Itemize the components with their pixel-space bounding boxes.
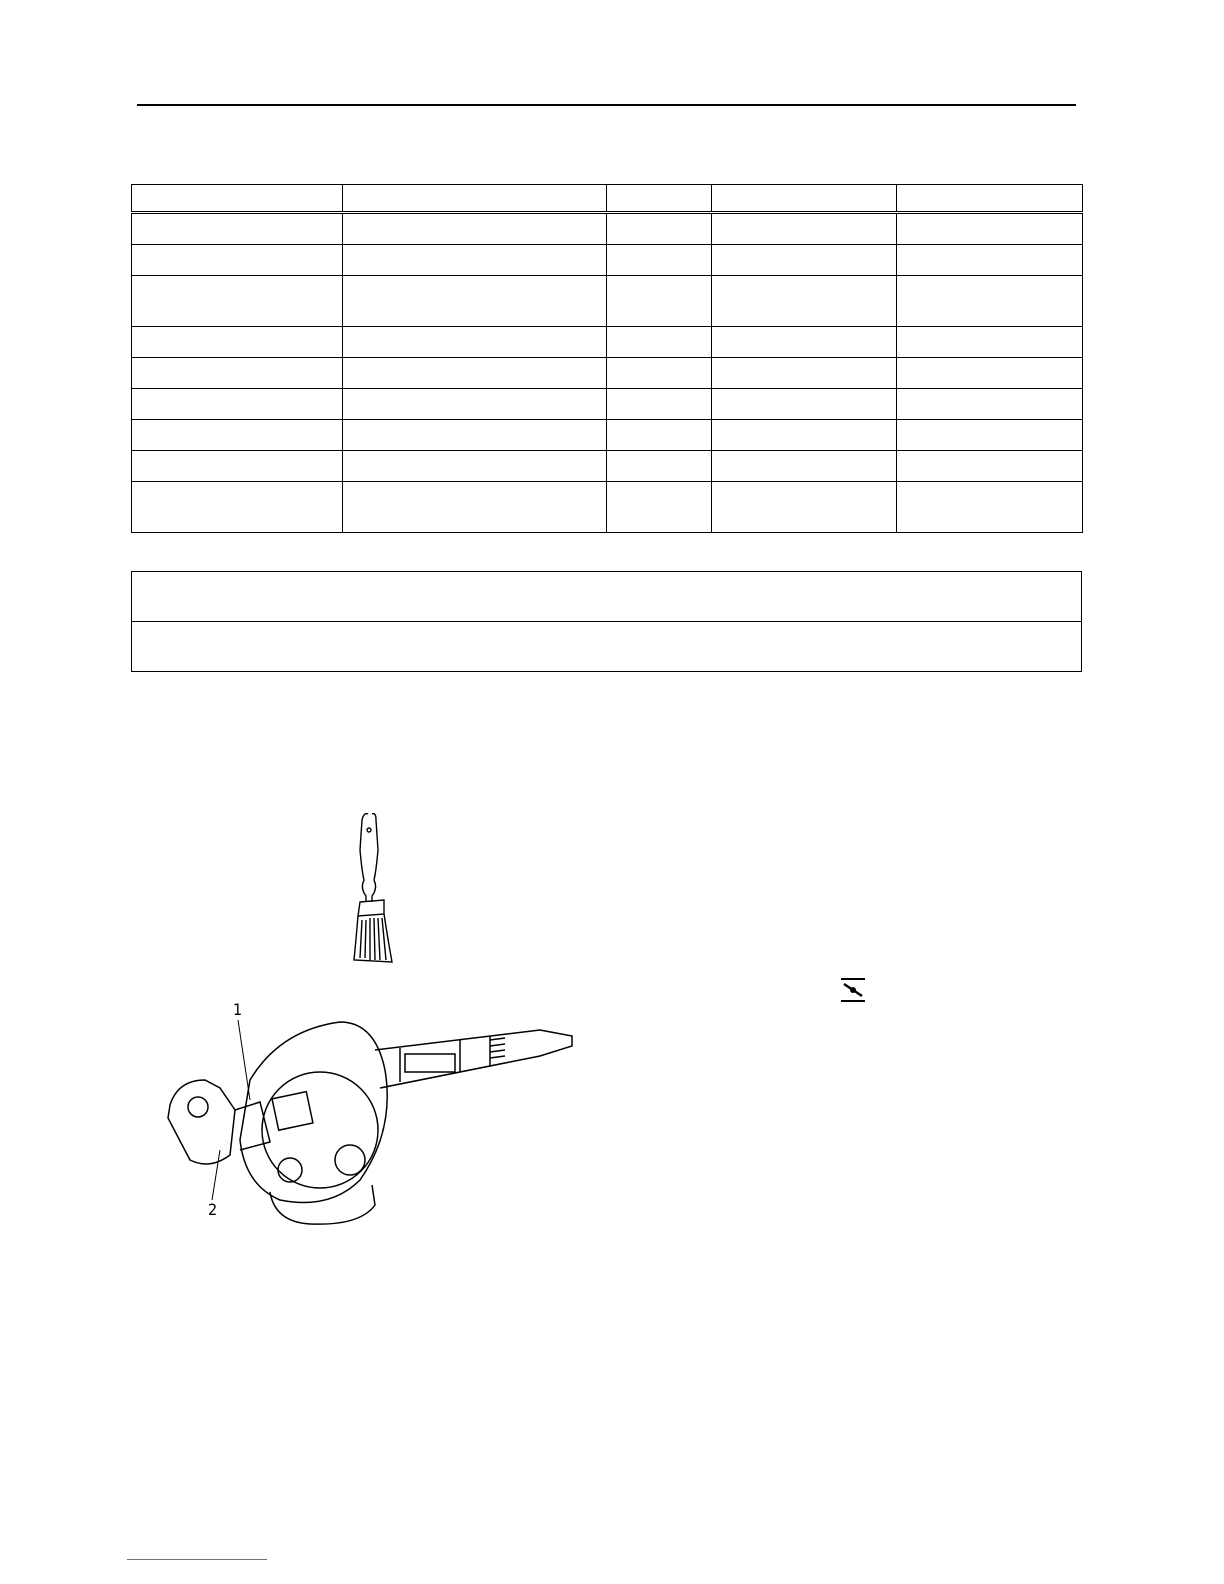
table-cell <box>343 327 607 358</box>
table-cell <box>897 327 1083 358</box>
table-cell <box>132 420 343 451</box>
table-cell <box>897 482 1083 533</box>
table-row <box>132 276 1083 327</box>
table-cell <box>132 451 343 482</box>
table-cell <box>132 245 343 276</box>
table-row <box>132 389 1083 420</box>
note-row <box>132 622 1082 672</box>
table-cell <box>607 245 712 276</box>
table-cell <box>607 327 712 358</box>
callout-2: 2 <box>208 1200 218 1219</box>
table-cell <box>897 245 1083 276</box>
table-cell <box>712 451 897 482</box>
table-cell <box>343 245 607 276</box>
brush-icon <box>350 810 400 970</box>
note-cell <box>132 622 1082 672</box>
table-cell <box>343 451 607 482</box>
table-cell <box>343 276 607 327</box>
table-cell <box>607 420 712 451</box>
footnote-rule <box>127 1559 267 1560</box>
table-cell <box>712 358 897 389</box>
header-cell <box>712 185 897 213</box>
table-cell <box>897 451 1083 482</box>
table-cell <box>712 276 897 327</box>
table-cell <box>712 213 897 245</box>
table-cell <box>607 358 712 389</box>
table-cell <box>132 482 343 533</box>
header-cell <box>607 185 712 213</box>
table-cell <box>607 276 712 327</box>
table-cell <box>897 420 1083 451</box>
table-row <box>132 327 1083 358</box>
note-cell <box>132 572 1082 622</box>
table-cell <box>607 213 712 245</box>
table-cell <box>712 245 897 276</box>
callout-1: 1 <box>233 1000 243 1019</box>
table-header-row <box>132 185 1083 213</box>
table-cell <box>343 358 607 389</box>
table-cell <box>132 389 343 420</box>
table-cell <box>607 482 712 533</box>
table-cell <box>607 451 712 482</box>
table-row <box>132 451 1083 482</box>
table-cell <box>132 276 343 327</box>
table-row <box>132 245 1083 276</box>
table-cell <box>897 389 1083 420</box>
callout-leaders <box>160 1010 420 1230</box>
table-row <box>132 213 1083 245</box>
header-cell <box>132 185 343 213</box>
table-cell <box>132 327 343 358</box>
table-cell <box>897 276 1083 327</box>
table-row <box>132 482 1083 533</box>
table-cell <box>712 420 897 451</box>
table-row <box>132 358 1083 389</box>
table-cell <box>132 358 343 389</box>
table-row <box>132 420 1083 451</box>
table-cell <box>712 482 897 533</box>
table-cell <box>897 213 1083 245</box>
choke-icon <box>840 977 866 1003</box>
top-rule <box>137 104 1076 106</box>
note-table <box>131 571 1082 672</box>
table-cell <box>712 389 897 420</box>
table-cell <box>343 482 607 533</box>
note-row <box>132 572 1082 622</box>
header-cell <box>343 185 607 213</box>
table-cell <box>132 213 343 245</box>
table-cell <box>343 420 607 451</box>
table-cell <box>343 389 607 420</box>
table-cell <box>897 358 1083 389</box>
table-cell <box>607 389 712 420</box>
table-cell <box>343 213 607 245</box>
header-cell <box>897 185 1083 213</box>
table-cell <box>712 327 897 358</box>
spec-table <box>131 184 1083 533</box>
